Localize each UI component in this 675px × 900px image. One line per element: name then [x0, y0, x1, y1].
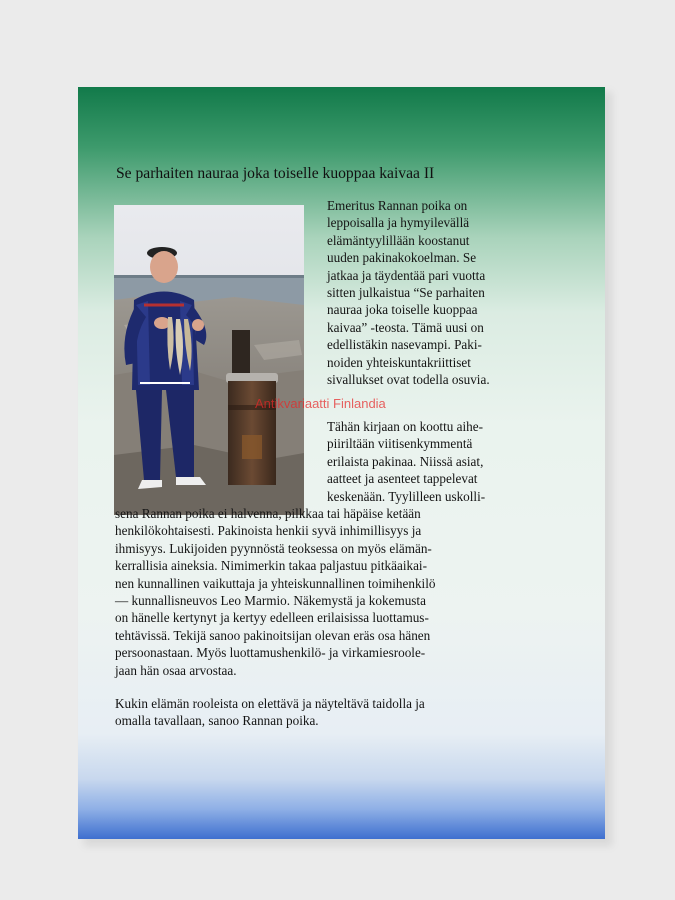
- text-line: leppoisalla ja hymyilevällä: [327, 215, 470, 231]
- text-line: kaivaa” -teosta. Tämä uusi on: [327, 319, 484, 335]
- text-line: aatteet ja asenteet tappelevat: [327, 471, 478, 487]
- text-line: edellistäkin nasevampi. Paki-: [327, 337, 482, 353]
- text-line: Tähän kirjaan on koottu aihe-: [327, 419, 483, 434]
- text-line: piiriltään viitisenkymmentä: [327, 436, 473, 452]
- paragraph-1: [327, 197, 587, 388]
- text-line: keskenään. Tyylilleen uskolli-: [327, 488, 486, 504]
- text-line: erilaista pakinaa. Niissä asiat,: [327, 453, 484, 469]
- text-line: uuden pakinakokoelman. Se: [327, 250, 477, 266]
- text-line: jaan hän osaa arvostaa.: [115, 662, 237, 678]
- paragraph-2-narrow: [327, 418, 587, 505]
- text-line: kerrallisia aineksia. Nimimerkin takaa paljastuu pitkäaikai-: [115, 558, 427, 574]
- text-line: Kukin elämän rooleista on elettävä ja näyteltävä taidolla ja: [115, 696, 425, 711]
- text-line: elämäntyylillään koostanut: [327, 232, 470, 248]
- text-line: henkilökohtaisesti. Pakinoista henkii syvä inhimillisyys ja: [115, 523, 422, 539]
- text-line: on hänelle kertynyt ja kertyy edelleen erilaisissa luottamus-: [115, 610, 429, 626]
- watermark: Antikvariaatti Finlandia: [255, 396, 386, 411]
- text-line: ihmisyys. Lukijoiden pyynnöstä teoksessa on myös elämän-: [115, 540, 432, 556]
- text-line: sena Rannan poika ei halvenna, pilkkaa tai häpäise ketään: [115, 506, 421, 521]
- author-photo-illustration: [114, 205, 304, 515]
- text-line: noiden yhteiskuntakriittiset: [327, 354, 471, 370]
- paragraph-2-wide: [115, 505, 585, 679]
- text-line: sitten julkaistua “Se parhaiten: [327, 285, 485, 301]
- text-line: omalla tavallaan, sanoo Rannan poika.: [115, 713, 319, 729]
- text-line: sivallukset ovat todella osuvia.: [327, 372, 490, 388]
- text-line: persoonastaan. Myös luottamushenkilö- ja virkamiesroole-: [115, 645, 426, 661]
- text-line: — kunnallisneuvos Leo Marmio. Näkemystä ja kokemusta: [115, 593, 426, 609]
- text-line: tehtävissä. Tekijä sanoo pakinoitsijan olevan eräs osa hänen: [115, 627, 431, 643]
- book-back-cover: [78, 87, 605, 839]
- paragraph-3: [115, 695, 585, 730]
- text-line: jatkaa ja täydentää pari vuotta: [327, 267, 486, 283]
- cover-title: Se parhaiten nauraa joka toiselle kuoppaa kaivaa II: [116, 165, 435, 182]
- text-line: Emeritus Rannan poika on: [327, 198, 468, 213]
- text-line: nauraa joka toiselle kuoppaa: [327, 302, 478, 318]
- text-line: nen kunnallinen vaikuttaja ja yhteiskunnallinen toimihenkilö: [115, 575, 436, 591]
- author-photo: [114, 205, 304, 515]
